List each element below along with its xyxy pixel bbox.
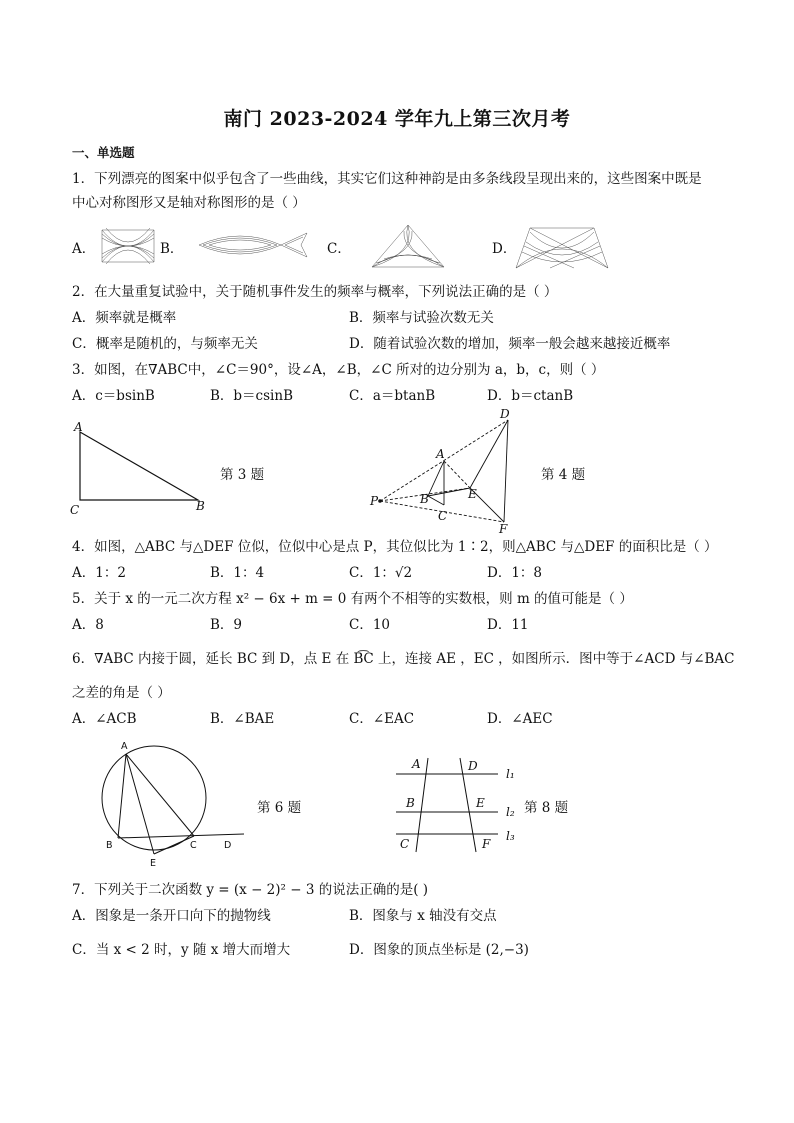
q4-option-c: C．1：√2 bbox=[349, 565, 413, 581]
q3-option-d: D．b＝ctanB bbox=[487, 388, 574, 404]
fig8-label-b: B bbox=[406, 796, 415, 810]
fig6-label-a: A bbox=[121, 741, 128, 752]
q6-option-b: B．∠BAE bbox=[210, 711, 275, 727]
fig4-label-f: F bbox=[499, 522, 508, 534]
fig6-label-e: E bbox=[150, 858, 157, 869]
fig4-label-b: B bbox=[420, 492, 429, 506]
q2-option-b: B．频率与试验次数无关 bbox=[349, 310, 494, 326]
page-title: 南门 2023-2024 学年九上第三次月考 bbox=[223, 108, 571, 130]
q5-option-b: B．9 bbox=[210, 617, 243, 633]
fig6-label-b: B bbox=[106, 840, 113, 851]
q2-stem: 2．在大量重复试验中，关于随机事件发生的频率与概率，下列说法正确的是（ ） bbox=[72, 284, 558, 300]
q4-option-b: B．1：4 bbox=[210, 565, 265, 581]
q4-option-a: A．1：2 bbox=[72, 565, 126, 581]
q5-stem: 5．关于 x 的一元二次方程 x² − 6x + m = 0 有两个不相等的实数根，则 m 的值可能是（ ） bbox=[72, 591, 633, 607]
q6-option-d: D．∠AEC bbox=[487, 711, 553, 727]
fig8-label-d: D bbox=[468, 759, 478, 773]
q2-option-d: D．随着试验次数的增加，频率一般会越来越接近概率 bbox=[349, 336, 671, 352]
fig3-triangle-diagram bbox=[66, 418, 216, 518]
fig3-label-c: C bbox=[70, 503, 80, 517]
q1-option-a-pattern bbox=[100, 226, 156, 266]
q6-option-a: A．∠ACB bbox=[72, 711, 137, 727]
q3-option-c: C．a＝btanB bbox=[349, 388, 436, 404]
fig3-caption: 第 3 题 bbox=[220, 467, 265, 483]
q7-option-c: C．当 x < 2 时，y 随 x 增大而增大 bbox=[72, 942, 291, 958]
q1-stem-line1: 1．下列漂亮的图案中似乎包含了一些曲线，其实它们这种神韵是由多条线段呈现出来的，这些图案中既是 bbox=[72, 171, 702, 187]
q6-option-c: C．∠EAC bbox=[349, 711, 415, 727]
q1-option-d: D． bbox=[492, 241, 517, 257]
section-heading: 一、单选题 bbox=[72, 145, 135, 160]
fig6-caption: 第 6 题 bbox=[257, 800, 302, 816]
fig8-label-f: F bbox=[482, 837, 491, 851]
q7-option-a: A．图象是一条开口向下的抛物线 bbox=[72, 908, 271, 924]
q7-option-b: B．图象与 x 轴没有交点 bbox=[349, 908, 497, 924]
q1-option-c: C． bbox=[327, 241, 351, 257]
q4-option-d: D．1：8 bbox=[487, 565, 543, 581]
fig8-label-l3: l₃ bbox=[506, 829, 515, 843]
fig8-label-c: C bbox=[400, 837, 410, 851]
fig8-parallel-lines-diagram bbox=[390, 752, 530, 854]
q5-option-a: A．8 bbox=[72, 617, 104, 633]
fig3-label-b: B bbox=[196, 499, 205, 513]
q7-option-d: D．图象的顶点坐标是 (2,−3) bbox=[349, 942, 529, 958]
q2-option-a: A．频率就是概率 bbox=[72, 310, 177, 326]
q7-stem: 7．下列关于二次函数 y = (x − 2)² − 3 的说法正确的是( ) bbox=[72, 882, 429, 898]
q5-option-c: C．10 bbox=[349, 617, 391, 633]
fig6-label-d: D bbox=[224, 840, 232, 851]
q5-option-d: D．11 bbox=[487, 617, 529, 633]
fig4-caption: 第 4 题 bbox=[541, 467, 586, 483]
q6-stem-line1: 6．∇ABC 内接于圆，延长 BC 到 D，点 E 在 B͡C 上，连接 AE ，EC ，如图所示．图中等于∠ACD 与∠BAC bbox=[72, 651, 735, 667]
q1-stem-line2: 中心对称图形又是轴对称图形的是（ ） bbox=[72, 195, 306, 211]
q1-option-b-pattern bbox=[195, 227, 313, 263]
fig4-homothety-diagram bbox=[366, 406, 526, 534]
fig8-label-e: E bbox=[476, 796, 485, 810]
fig4-label-p: P bbox=[370, 494, 379, 508]
q1-option-c-pattern bbox=[370, 223, 446, 269]
fig8-caption: 第 8 题 bbox=[524, 800, 569, 816]
fig8-label-a: A bbox=[412, 757, 421, 771]
fig6-label-c: C bbox=[190, 840, 197, 851]
q2-option-c: C．概率是随机的，与频率无关 bbox=[72, 336, 258, 352]
fig4-label-a: A bbox=[436, 447, 445, 461]
fig6-circle-diagram bbox=[98, 736, 248, 870]
q4-stem: 4．如图，△ABC 与△DEF 位似，位似中心是点 P，其位似比为 1∶2，则△ABC 与△DEF 的面积比是（ ） bbox=[72, 539, 718, 555]
q1-option-d-pattern bbox=[514, 222, 610, 270]
q3-option-a: A．c＝bsinB bbox=[72, 388, 155, 404]
fig8-label-l1: l₁ bbox=[506, 767, 515, 781]
q1-option-b: B． bbox=[160, 241, 184, 257]
fig8-label-l2: l₂ bbox=[506, 805, 515, 819]
q3-stem: 3．如图，在∇ABC中，∠C＝90°，设∠A，∠B，∠C 所对的边分别为 a，b，c，则（ ） bbox=[72, 362, 605, 378]
fig4-label-c: C bbox=[438, 509, 448, 523]
fig4-label-d: D bbox=[500, 407, 510, 421]
fig4-label-e: E bbox=[468, 487, 477, 501]
q3-option-b: B．b＝csinB bbox=[210, 388, 293, 404]
fig3-label-a: A bbox=[74, 420, 83, 434]
q1-option-a: A． bbox=[72, 241, 96, 257]
q6-stem-line2: 之差的角是（ ） bbox=[72, 685, 171, 701]
